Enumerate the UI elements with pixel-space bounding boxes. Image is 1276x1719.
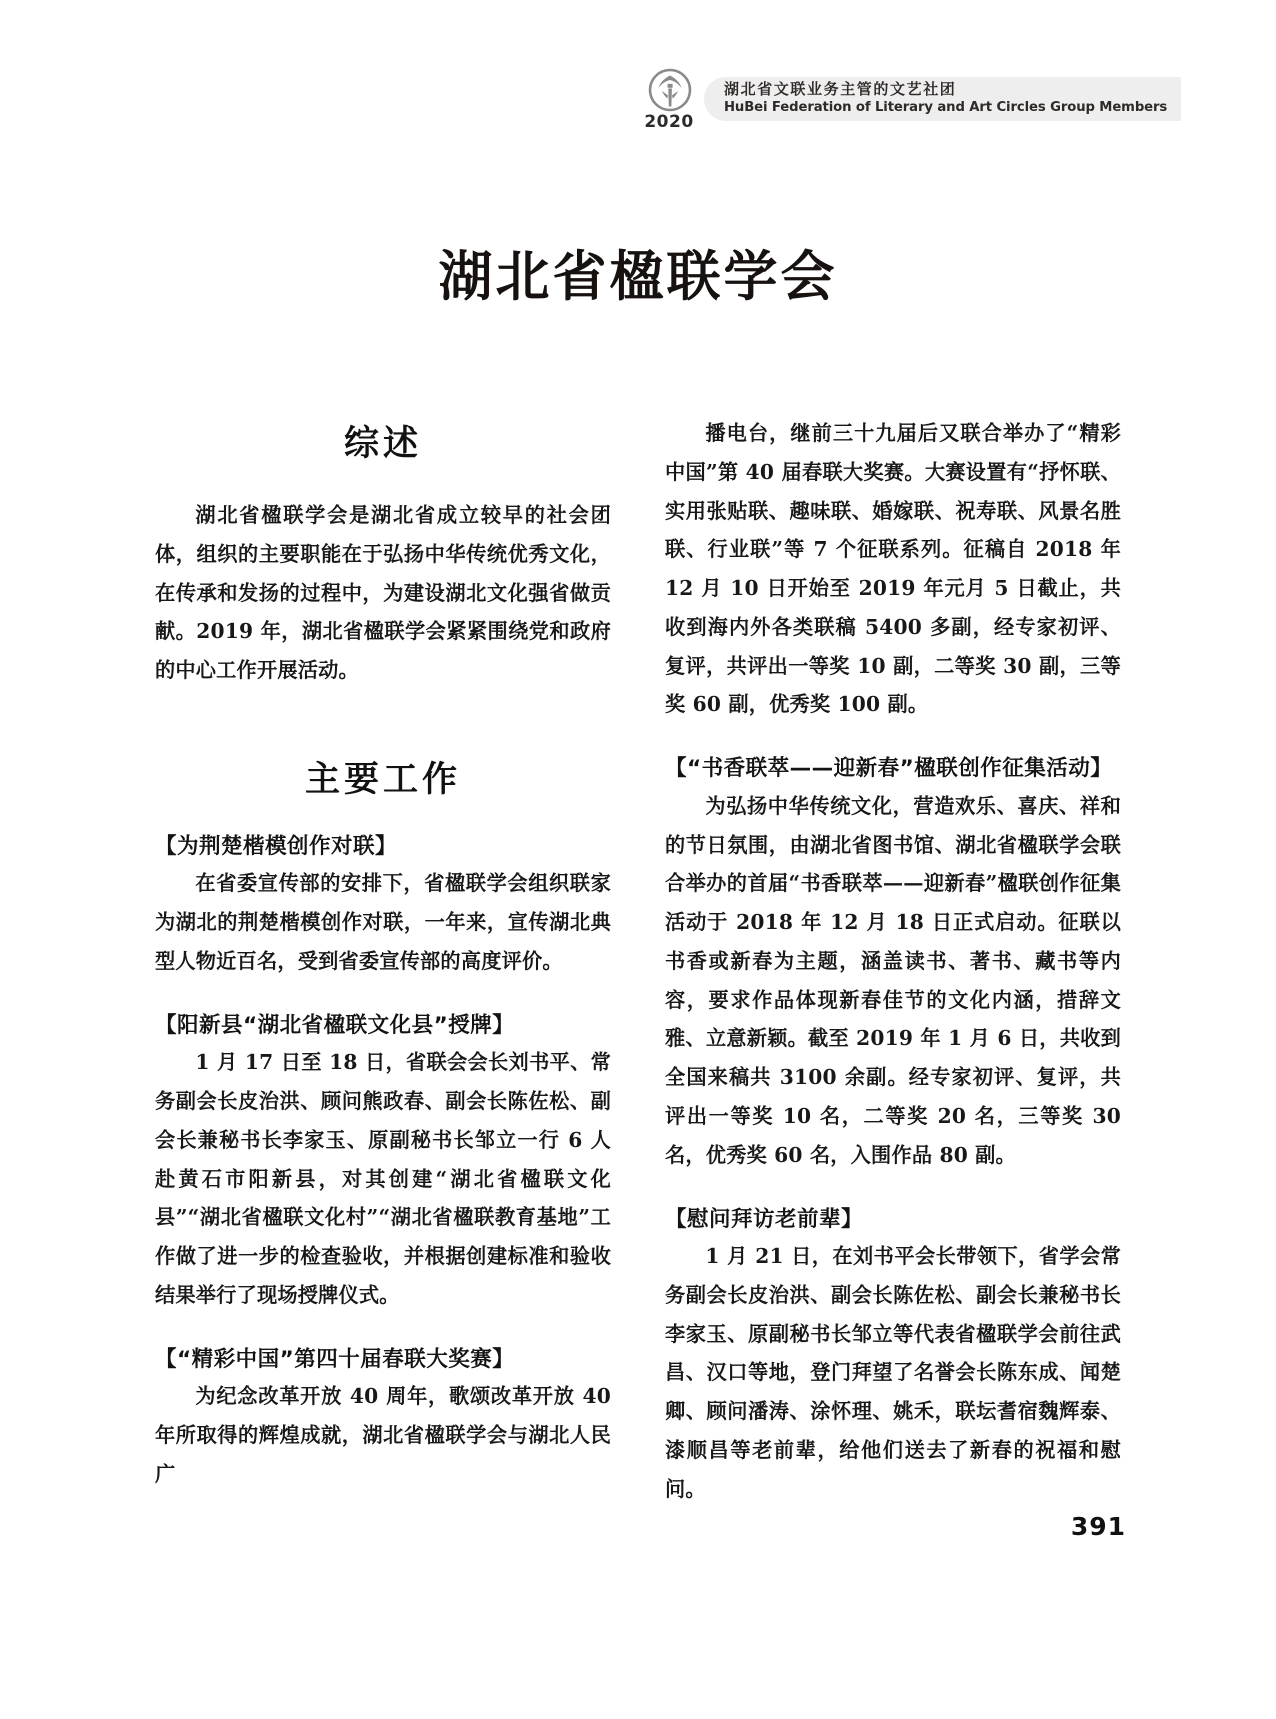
subsection-heading: 【“书香联萃——迎新春”楹联创作征集活动】	[665, 756, 1113, 782]
subsection-paragraph: 1 月 17 日至 18 日，省联会会长刘书平、常务副会长皮治洪、顾问熊政春、副会长陈佐松、副会长兼秘书长李家玉、原副秘书长邹立一行 6 人赴黄石市阳新县，对其创建“湖北省楹联文化县”“湖北省楹联文化村”“湖北省楹联教育基地”工作做了进一步的检查验收，并根据创建标准和验收结果举行了现场授牌仪式。	[155, 1050, 611, 1307]
continued-paragraph: 播电台，继前三十九届后又联合举办了“精彩中国”第 40 届春联大奖赛。大赛设置有“抒怀联、实用张贴联、趣味联、婚嫁联、祝寿联、风景名胜联、行业联”等 7 个征联系列。征稿自 2018 年 12 月 10 日开始至 2019 年元月 5 日截止，共收到海内外各类联稿 5400 多副，经专家初评、复评，共评出一等奖 10 副，二等奖 30 副，三等奖 60 副，优秀奖 100 副。	[665, 421, 1121, 717]
right-column	[665, 412, 1121, 1509]
subsection-paragraph: 为纪念改革开放 40 周年，歌颂改革开放 40 年所取得的辉煌成就，湖北省楹联学会与湖北人民广	[155, 1384, 611, 1486]
organization-logo	[636, 68, 708, 130]
header-title-pill	[704, 77, 1181, 121]
logo-year: 2020	[644, 112, 694, 132]
subsection-paragraph: 为弘扬中华传统文化，营造欢乐、喜庆、祥和的节日氛围，由湖北省图书馆、湖北省楹联学会联合举办的首届“书香联萃——迎新春”楹联创作征集活动于 2018 年 12 月 18 日正式启动。征联以书香或新春为主题，涵盖读书、著书、藏书等内容，要求作品体现新春佳节的文化内涵，措辞文雅、立意新颖。截至 2019 年 1 月 6 日，共收到全国来稿共 3100 余副。经专家初评、复评，共评出一等奖 10 名，二等奖 20 名，三等奖 30 名，优秀奖 60 名，入围作品 80 副。	[665, 793, 1121, 1167]
subsection-heading: 【慰问拜访老前辈】	[665, 1206, 864, 1232]
article-body	[155, 412, 1121, 1509]
section-heading-overview: 综述	[343, 424, 422, 464]
page-title: 湖北省楹联学会	[438, 244, 838, 309]
overview-paragraph: 湖北省楹联学会是湖北省成立较早的社会团体，组织的主要职能在于弘扬中华传统优秀文化，在传承和发扬的过程中，为建设湖北文化强省做贡献。2019 年，湖北省楹联学会紧紧围绕党和政府的中心工作开展活动。	[155, 503, 611, 683]
subsection-heading: 【阳新县“湖北省楹联文化县”授牌】	[155, 1012, 515, 1038]
section-heading-main-work: 主要工作	[304, 759, 461, 800]
page-number: 391	[1070, 1512, 1126, 1541]
subsection-paragraph: 在省委宣传部的安排下，省楹联学会组织联家为湖北的荆楚楷模创作对联，一年来，宣传湖北典型人物近百名，受到省委宣传部的高度评价。	[155, 871, 611, 973]
left-column	[155, 412, 611, 1509]
subsection-heading: 【“精彩中国”第四十届春联大奖赛】	[155, 1346, 515, 1372]
header-title-en: HuBei Federation of Literary and Art Circles Group Members	[724, 99, 1168, 115]
page-header	[636, 68, 1168, 132]
subsection-heading: 【为荆楚楷模创作对联】	[155, 833, 398, 859]
subsection-paragraph: 1 月 21 日，在刘书平会长带领下，省学会常务副会长皮治洪、副会长陈佐松、副会长兼秘书长李家玉、原副秘书长邹立等代表省楹联学会前往武昌、汉口等地，登门拜望了名誉会长陈东成、闻楚卿、顾问潘涛、涂怀理、姚禾，联坛耆宿魏辉泰、漆顺昌等老前辈，给他们送去了新春的祝福和慰问。	[665, 1244, 1121, 1501]
header-title-cn: 湖北省文联业务主管的文艺社团	[724, 80, 957, 99]
